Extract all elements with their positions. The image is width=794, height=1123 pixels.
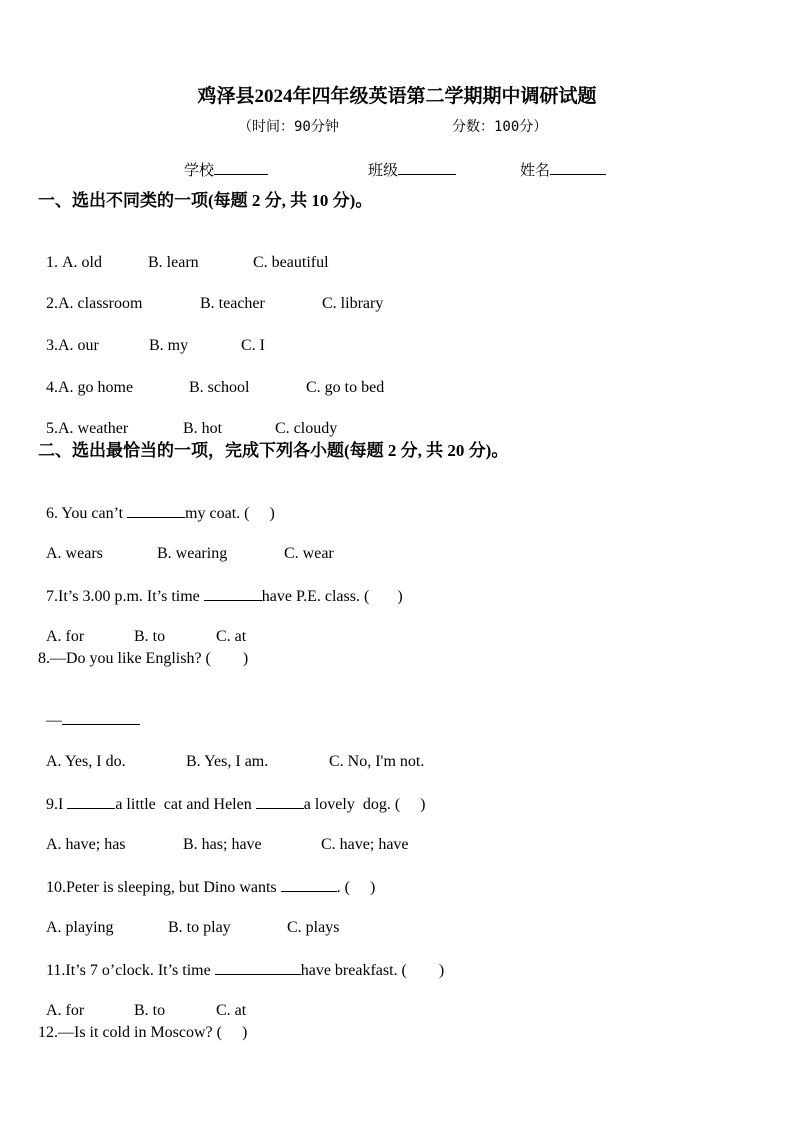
name-label: 姓名 xyxy=(520,163,551,179)
option-c: C. library xyxy=(322,295,384,312)
class-label: 班级 xyxy=(368,163,399,179)
option-b: B. teacher xyxy=(200,295,265,312)
option-a: A. Yes, I do. xyxy=(46,753,126,770)
question-number: 3. xyxy=(46,337,58,354)
school-blank xyxy=(214,160,268,175)
option-a: A. go home xyxy=(58,379,134,396)
question-text: 9.I xyxy=(46,796,68,813)
question-text: have breakfast. ( ) xyxy=(300,962,445,979)
option-c: C. at xyxy=(216,628,247,645)
option-a: A. for xyxy=(46,628,85,645)
school-field xyxy=(184,160,268,181)
option-c: C. wear xyxy=(284,545,334,562)
question-7 xyxy=(38,566,403,607)
question-text: my coat. ( ) xyxy=(185,505,275,522)
option-b: B. hot xyxy=(183,420,223,437)
question-2 xyxy=(38,274,383,314)
question-text: 7.It’s 3.00 p.m. It’s time xyxy=(46,588,204,605)
answer-dash: — xyxy=(46,712,62,729)
answer-blank xyxy=(256,794,304,809)
question-6 xyxy=(38,483,275,524)
question-8-options xyxy=(38,732,424,772)
option-a: A. playing xyxy=(46,919,114,936)
class-field xyxy=(368,160,456,181)
question-10 xyxy=(38,857,375,898)
option-c: C. I xyxy=(241,337,265,354)
question-number: 2. xyxy=(46,295,58,312)
option-b: B. learn xyxy=(148,254,199,271)
option-b: B. wearing xyxy=(157,545,228,562)
option-b: B. to xyxy=(134,1002,166,1019)
option-c: C. go to bed xyxy=(306,379,385,396)
question-number: 1. xyxy=(46,254,62,271)
option-a: A. for xyxy=(46,1002,85,1019)
option-c: C. No, I'm not. xyxy=(329,753,425,770)
exam-time: （时间：90分钟 xyxy=(238,119,339,135)
question-text: have P.E. class. ( ) xyxy=(261,588,403,605)
question-number: 5. xyxy=(46,420,58,437)
exam-score: 分数：100分） xyxy=(452,119,548,135)
question-10-options xyxy=(38,898,339,938)
option-b: B. Yes, I am. xyxy=(186,753,269,770)
answer-blank xyxy=(281,877,337,892)
question-9-options xyxy=(38,815,409,855)
question-text: 10.Peter is sleeping, but Dino wants xyxy=(46,879,281,896)
option-a: A. old xyxy=(62,254,102,271)
section-2-heading: 二、选出最恰当的一项，完成下列各小题(每题 2 分, 共 20 分)。 xyxy=(38,441,509,460)
option-c: C. cloudy xyxy=(275,420,338,437)
question-7-options xyxy=(38,607,246,647)
question-6-options xyxy=(38,524,334,564)
school-label: 学校 xyxy=(184,163,215,179)
name-field xyxy=(520,160,606,181)
answer-blank xyxy=(215,960,301,975)
question-4 xyxy=(38,358,384,398)
option-a: A. classroom xyxy=(58,295,143,312)
question-3 xyxy=(38,316,265,356)
question-text: . ( ) xyxy=(336,879,376,896)
question-1 xyxy=(38,233,329,273)
option-c: C. beautiful xyxy=(253,254,329,271)
question-text: a little cat and Helen xyxy=(115,796,256,813)
page-title: 鸡泽县2024年四年级英语第二学期期中调研试题 xyxy=(197,86,597,107)
name-blank xyxy=(550,160,606,175)
question-11 xyxy=(38,940,444,981)
answer-blank xyxy=(204,586,262,601)
option-c: C. have; have xyxy=(321,836,409,853)
option-a: A. wears xyxy=(46,545,103,562)
question-text: 6. You can’t xyxy=(46,505,128,522)
question-5 xyxy=(38,399,337,439)
option-a: A. weather xyxy=(58,420,129,437)
answer-blank xyxy=(67,794,115,809)
question-text: a lovely dog. ( ) xyxy=(303,796,426,813)
question-8-answer-line xyxy=(38,690,140,731)
option-c: C. plays xyxy=(287,919,340,936)
option-b: B. to play xyxy=(168,919,231,936)
question-9 xyxy=(38,774,425,815)
answer-blank xyxy=(127,503,185,518)
question-11-options xyxy=(38,981,246,1021)
answer-blank xyxy=(62,710,140,725)
option-b: B. has; have xyxy=(183,836,262,853)
class-blank xyxy=(398,160,456,175)
option-c: C. at xyxy=(216,1002,247,1019)
question-8: 8.—Do you like English? ( ) xyxy=(38,650,249,667)
option-a: A. our xyxy=(58,337,99,354)
option-b: B. school xyxy=(189,379,250,396)
option-a: A. have; has xyxy=(46,836,126,853)
option-b: B. to xyxy=(134,628,166,645)
question-text: 11.It’s 7 o’clock. It’s time xyxy=(46,962,215,979)
option-b: B. my xyxy=(149,337,189,354)
question-number: 4. xyxy=(46,379,58,396)
section-1-heading: 一、选出不同类的一项(每题 2 分, 共 10 分)。 xyxy=(38,191,373,210)
question-12: 12.—Is it cold in Moscow? ( ) xyxy=(38,1024,248,1041)
